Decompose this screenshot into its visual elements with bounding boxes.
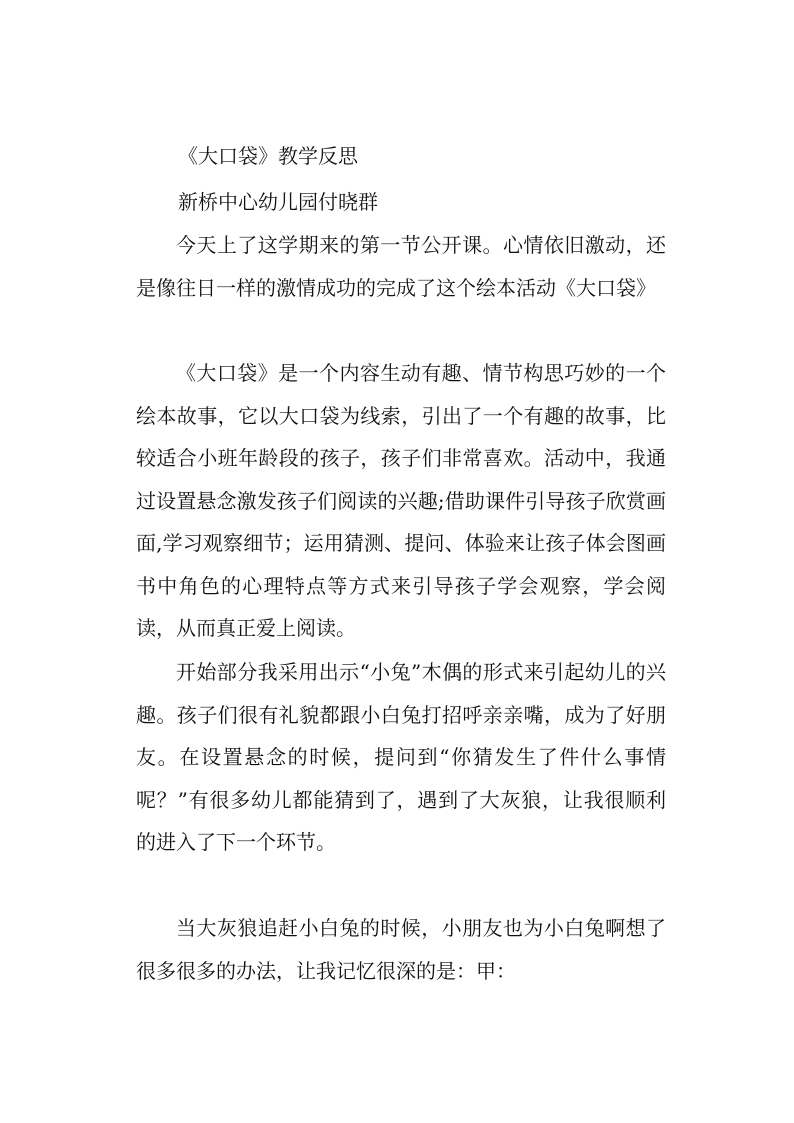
paragraph-2	[136, 352, 666, 650]
paragraph-text: 当大灰狼追赶小白兔的时候，小朋友也为小白兔啊想了很多很多的办法，让我记忆很深的是：甲：	[136, 916, 666, 983]
paragraph-text: 开始部分我采用出示“小兔”木偶的形式来引起幼儿的兴趣。孩子们很有礼貌都跟小白兔打招呼亲亲嘴，成为了好朋友。在设置悬念的时候，提问到“你猜发生了件什么事情呢？”有很多幼儿都能猜到了，遇到了大灰狼，让我很顺利的进入了下一个环节。	[136, 660, 666, 854]
paragraph-3	[136, 651, 666, 864]
document-author: 新桥中心幼儿园付晓群	[178, 190, 378, 214]
paragraph-1	[136, 224, 666, 309]
paragraph-text: 今天上了这学期来的第一节公开课。心情依旧激动，还是像往日一样的激情成功的完成了这个绘本活动《大口袋》	[136, 233, 666, 300]
paragraph-text: 《大口袋》是一个内容生动有趣、情节构思巧妙的一个绘本故事，它以大口袋为线索，引出了一个有趣的故事，比较适合小班年龄段的孩子，孩子们非常喜欢。活动中，我通过设置悬念激发孩子们阅读的兴趣;借助课件引导孩子欣赏画面,学习观察细节；运用猜测、提问、体验来让孩子体会图画书中角色的心理特点等方式来引导孩子学会观察，学会阅读，从而真正爱上阅读。	[136, 361, 666, 640]
document-title: 《大口袋》教学反思	[178, 144, 358, 168]
paragraph-4	[136, 907, 666, 992]
